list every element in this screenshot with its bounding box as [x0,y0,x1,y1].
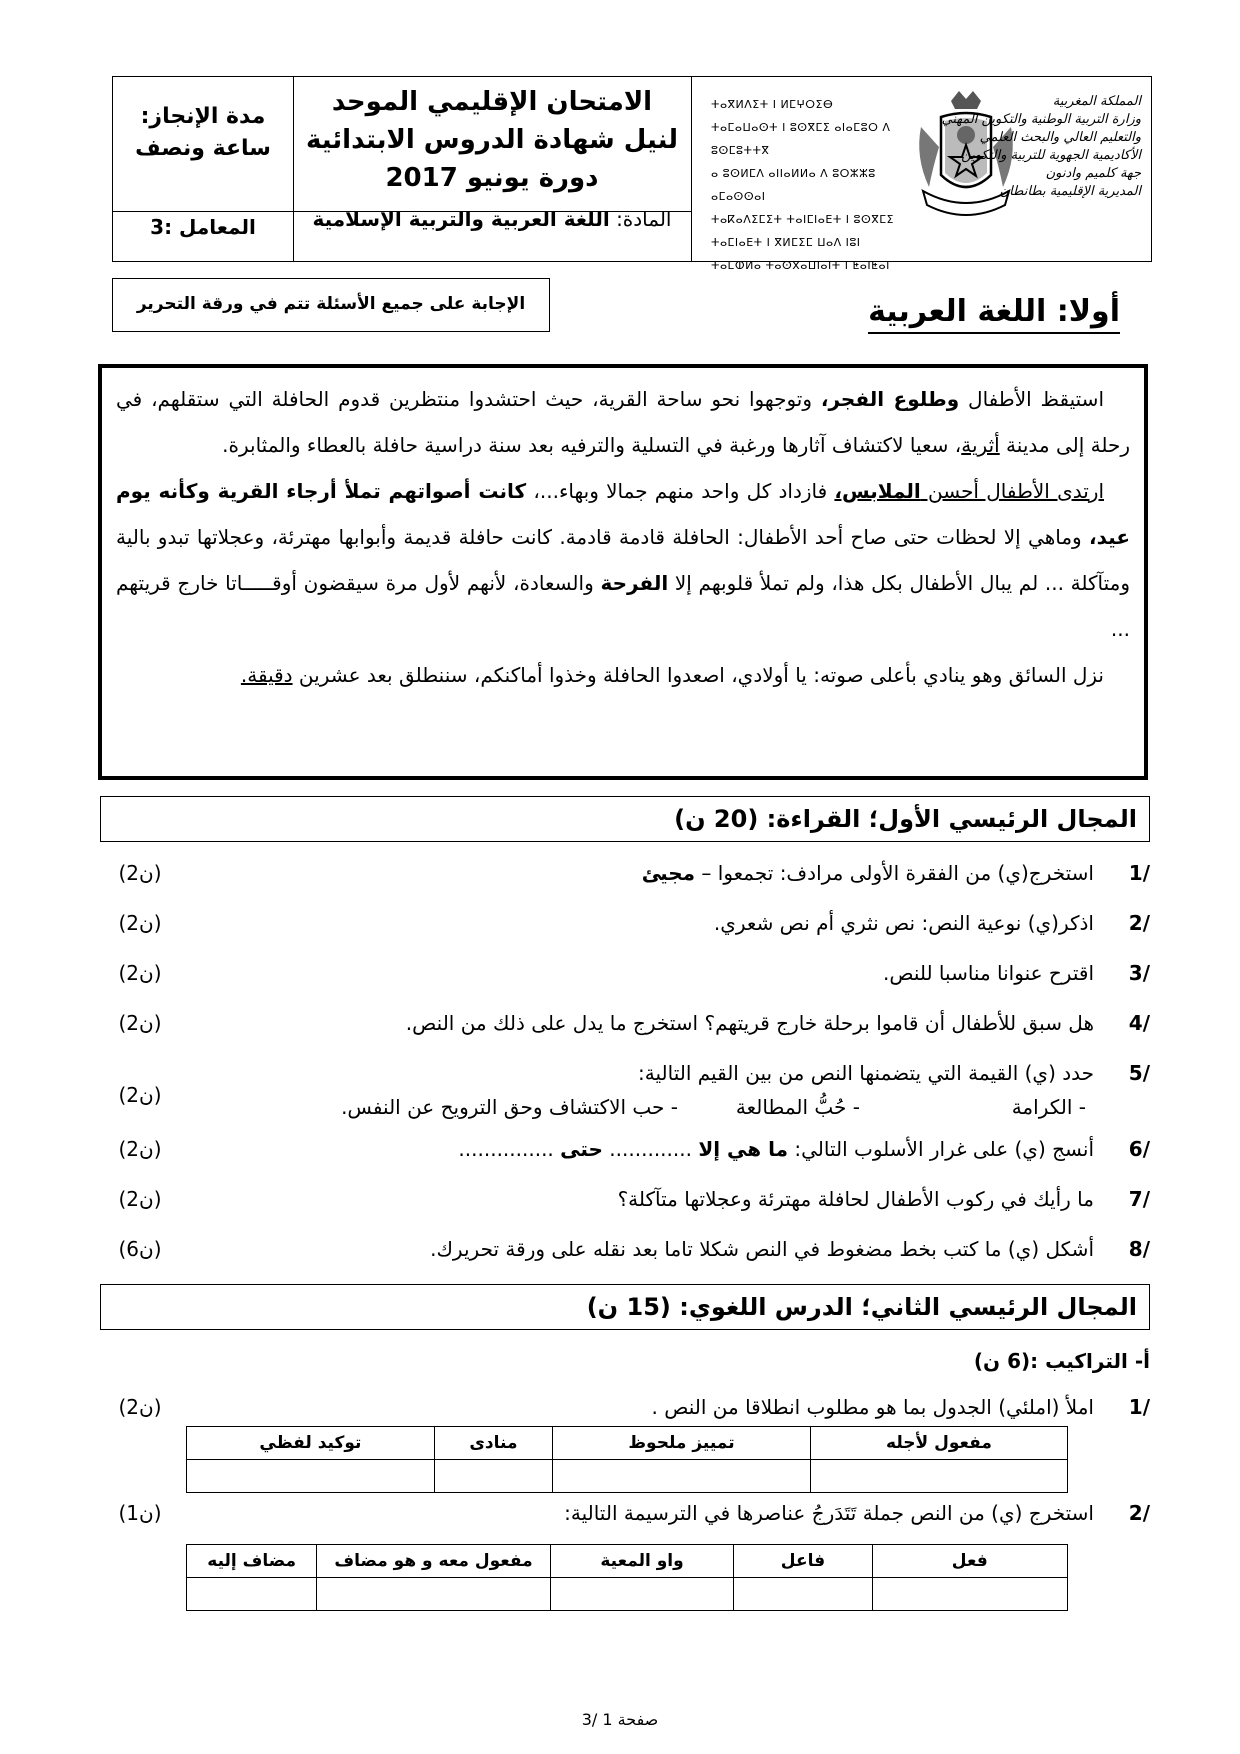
question-text [642,858,1094,888]
ministry-line: والتعليم العالي والبحث العلمي [979,130,1141,145]
ministry-line: المملكة المغربية [1052,94,1141,109]
question-text-part: أنسج (ي) على غرار الأسلوب التالي: [788,1137,1094,1161]
duration-label: مدة الإنجاز: [140,104,266,129]
passage-bold: وطلوع الفجر، [820,387,960,411]
exam-title [293,83,691,197]
table-answer-row [187,1460,1068,1493]
ministry-line: الأكاديمية الجهوية للتربية والتكوين [961,148,1141,163]
exam-title-line: دورة يونيو 2017 [385,163,599,193]
exam-title-line: لنيل شهادة الدروس الابتدائية [306,125,678,155]
question-options [100,1092,1150,1122]
tifinagh-line: ⵜⴰⴳⵍⴷⵉⵜ ⵏ ⵍⵎⵖⵔⵉⴱ [711,98,834,111]
question-number: /7 [1128,1187,1150,1211]
table-header-cell: منادى [434,1427,552,1460]
answer-cell[interactable] [810,1460,1067,1493]
subject-label: المادة: [616,207,672,231]
table-header-cell: توكيد لفظي [187,1427,435,1460]
tifinagh-line: ⵜⴰⵎⴰⵡⴰⵙⵜ ⵏ ⵓⵙⴳⵎⵉ ⴰⵏⴰⵎⵓⵔ ⴷ ⵓⵙⵎⵓⵜⵜⴳ [711,121,891,157]
option: - حُبُّ المطالعة [735,1095,860,1119]
tifinagh-line: ⴰ ⵓⵙⵍⵎⴷ ⴰⵏⵏⴰⵍⵍⴰ ⴷ ⵓⵔⵣⵣⵓ ⴰⵎⴰⵙⵙⴰⵏ [711,167,876,203]
question-text: ما رأيك في ركوب الأطفال لحافلة مهترئة وعجلاتها متآكلة؟ [617,1187,1094,1211]
header-divider [691,77,692,261]
question-number: /4 [1128,1011,1150,1035]
tifinagh-line: ⵜⴰⵎⵏⴰⴹⵜ ⵏ ⴳⵍⵎⵉⵎ ⵡⴰⴷ ⵏⵓⵏ [711,236,861,249]
subsection-label: أ- التراكيب :(6 ن) [973,1349,1150,1373]
option: - حب الاكتشاف وحق الترويح عن النفس. [341,1095,678,1119]
header-table [112,76,1152,272]
question-text-bold: مجيئ [641,861,696,885]
tifinagh-line: ⵜⴰⵎⵀⵍⴰ ⵜⴰⵙⴳⴰⵡⵏⴰⵏⵜ ⵏ ⵟⴰⵏⵟⴰⵏ [711,259,890,272]
table-header-row [187,1545,1068,1578]
passage-text: والسعادة، لأنهم لأول مرة سيقضون أوقـــــاتا خارج قريتهم ... [116,571,1130,641]
question-text: اذكر(ي) نوعية النص: نص نثري أم نص شعري. [713,911,1094,935]
passage-text: فازداد كل واحد منهم جمالا وبهاء...، [526,479,835,503]
table-header-row [187,1427,1068,1460]
subject-value: اللغة العربية والتربية الإسلامية [312,207,610,231]
answer-cell[interactable] [734,1578,872,1611]
question-text: استخرج (ي) من النص جملة تَتَدَرجُ عناصرها في الترسيمة التالية: [564,1501,1094,1525]
subject [293,207,691,231]
table-header-cell: فاعل [734,1545,872,1578]
ministry-line: وزارة التربية الوطنية والتكوين المهني [941,112,1141,127]
subsection-title [100,1346,1150,1376]
table-header-cell: مفعول لأجله [810,1427,1067,1460]
question-text-part: ............... [458,1137,561,1161]
table-header-cell: تمييز ملحوظ [553,1427,811,1460]
answer-table-2 [186,1544,1068,1611]
question-text: املأ (املئي) الجدول بما هو مطلوب انطلاقا من النص . [651,1395,1094,1419]
section-title: أولا: اللغة العربية [868,292,1120,334]
passage-paragraph [116,376,1130,468]
tifinagh-ministry-block [711,93,911,277]
question-points: (2ن) [118,1011,162,1035]
passage-bold: الملابس، [834,479,921,503]
question-text-bold: حتى [560,1137,603,1161]
question [100,1392,1150,1422]
question-points: (2ن) [118,1083,162,1107]
passage-text: ، سعيا لاكتشاف آثارها ورغبة في التسلية والترفيه بعد سنة دراسية حافلة بالعطاء والمثابرة. [222,433,962,457]
duration [113,101,293,165]
question-points: (6ن) [118,1237,162,1261]
domain-grammar-header: المجال الرئيسي الثاني؛ الدرس اللغوي: (15 ن) [100,1284,1150,1330]
answer-cell[interactable] [187,1578,317,1611]
question-points: (2ن) [118,861,162,885]
exam-title-line: الامتحان الإقليمي الموحد [331,87,653,117]
passage-text: وتوجهوا نحو ساحة القرية، حيث احتشدوا منتظرين قدوم الحافلة التي ستقلهم، في رحلة إلى مدينة [116,387,1130,457]
table-header-cell: واو المعية [550,1545,734,1578]
question-points: (2ن) [118,911,162,935]
passage-text: وماهي إلا لحظات حتى صاح أحد الأطفال: الحافلة قادمة قادمة. كانت حافلة قديمة وأبوابها مهترئة، وعجلاتها تبدو بالية ومتآكلة ... لم يبال الأطفال بكل هذا، ولم تملأ قلوبهم إلا [116,525,1130,595]
question [100,1234,1150,1264]
question-number: /2 [1128,911,1150,935]
question [100,1184,1150,1214]
passage-underlined: أثرية [961,433,1000,457]
reading-passage [98,364,1148,780]
answer-cell[interactable] [553,1460,811,1493]
question-points: (2ن) [118,961,162,985]
page-footer: صفحة 1 /3 [581,1710,659,1729]
question-points: (2ن) [118,1395,162,1419]
table-header-cell: فعل [872,1545,1067,1578]
question [100,858,1150,888]
passage-text: نزل السائق وهو ينادي بأعلى صوته: يا أولادي، اصعدوا الحافلة وخذوا أماكنكم، سننطلق بعد عشرين [292,663,1104,687]
question-number: /2 [1128,1501,1150,1525]
ministry-line: جهة كلميم وادنون [1045,166,1141,181]
passage-underlined: ارتدى الأطفال أحسن [920,479,1104,503]
question-points: (1ن) [118,1501,162,1525]
question [100,1134,1150,1164]
answer-cell[interactable] [317,1578,550,1611]
question-number: /1 [1128,861,1150,885]
question-points: (2ن) [118,1187,162,1211]
question [100,1498,1150,1528]
table-header-cell: مفعول معه و هو مضاف [317,1545,550,1578]
question-text: هل سبق للأطفال أن قاموا برحلة خارج قريتهم؟ استخرج ما يدل على ذلك من النص. [405,1011,1094,1035]
question [100,1008,1150,1038]
option: - الكرامة [1011,1095,1086,1119]
question-number: /8 [1128,1237,1150,1261]
ministry-line: المديرية الإقليمية بطانطان [999,184,1141,199]
question-number: /3 [1128,961,1150,985]
coefficient: المعامل :3 [150,215,256,239]
answer-cell[interactable] [550,1578,734,1611]
passage-paragraph [116,468,1130,652]
question-number: /5 [1128,1061,1150,1085]
passage-paragraph [116,652,1130,698]
table-answer-row [187,1578,1068,1611]
question-points: (2ن) [118,1137,162,1161]
question-text: اقترح عنوانا مناسبا للنص. [882,961,1094,985]
tifinagh-line: ⵜⴰⴽⴰⴷⵉⵎⵉⵜ ⵜⴰⵏⵎⵏⴰⴹⵜ ⵏ ⵓⵙⴳⵎⵉ [711,213,895,226]
question-text: حدد (ي) القيمة التي يتضمنها النص من بين القيم التالية: [638,1061,1094,1085]
question-text [458,1134,1094,1164]
answer-table-1 [186,1426,1068,1493]
duration-value: ساعة ونصف [135,136,271,161]
passage-bold: الفرحة [600,571,669,595]
answer-cell[interactable] [434,1460,552,1493]
question-number: /1 [1128,1395,1150,1419]
passage-underlined: دقيقة. [240,663,293,687]
question-text-part: ............. [602,1137,699,1161]
question-text-part: استخرج(ي) من الفقرة الأولى مرادف: تجمعوا – [695,861,1094,885]
question-text: أشكل (ي) ما كتب بخط مضغوط في النص شكلا تاما بعد نقله على ورقة تحريرك. [430,1237,1094,1261]
passage-text: استيقظ الأطفال [959,387,1105,411]
domain-reading-header: المجال الرئيسي الأول؛ القراءة: (20 ن) [100,796,1150,842]
question-number: /6 [1128,1137,1150,1161]
question [100,908,1150,938]
ministry-block [911,93,1141,201]
answer-note: الإجابة على جميع الأسئلة تتم في ورقة التحرير [112,278,550,332]
answer-cell[interactable] [872,1578,1067,1611]
table-header-cell: مضاف إليه [187,1545,317,1578]
question [100,958,1150,988]
question-text-bold: ما هي إلا [698,1137,788,1161]
answer-cell[interactable] [187,1460,435,1493]
passage-bold: كانت أصواتهم تملأ أرجاء القرية وكأنه يوم عيد، [116,479,1130,549]
